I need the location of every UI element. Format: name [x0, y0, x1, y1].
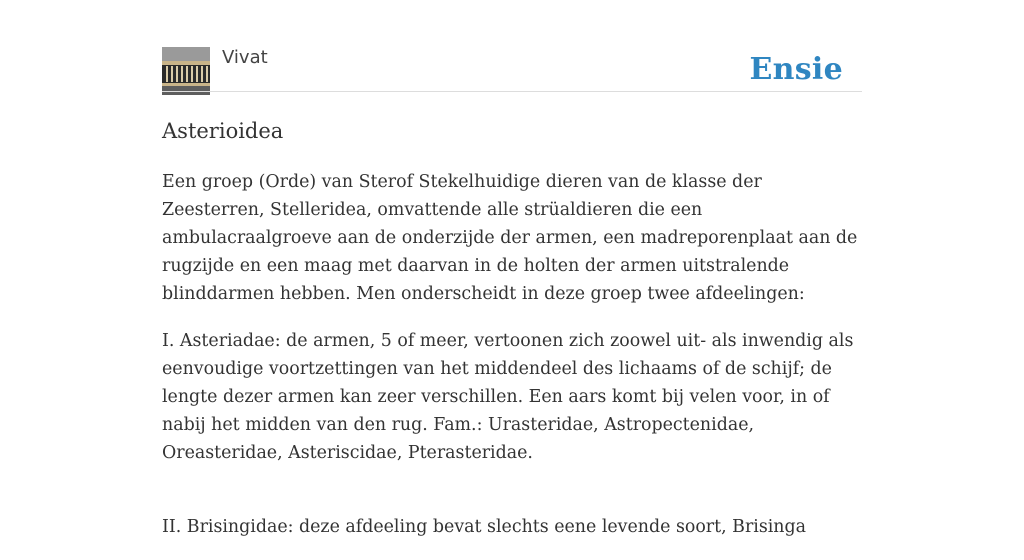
article-paragraph: Een groep (Orde) van Sterof Stekelhuidige dieren van de klasse der Zeesterren, Stelleridea, omvattende alle strüaldieren die een ambulacraalgroeve aan de onderzijde der armen, een madreporenplaat aan de rugzijde en een maag met daarvan in de holten der armen uitstralende blinddarmen hebben. Men onderscheidt in deze groep twee afdeelingen: — [162, 172, 858, 304]
article-body — [162, 168, 867, 560]
article-paragraph: II. Brisingidae: deze afdeeling bevat slechts eene levende soort, Brisinga — [162, 517, 807, 537]
ensie-logo[interactable]: Ensie — [749, 52, 843, 87]
article-paragraph: I. Asteriadae: de armen, 5 of meer, vertoonen zich zoowel uit- als inwendig als eenvoudige voortzettingen van het middendeel des lichaams of de schijf; de lengte dezer armen kan zeer verschillen. Een aars komt bij velen voor, in of nabij het midden van den rug. Fam.: Urasteridae, Astropectenidae, Oreasteridae, Asteriscidae, Pterasteridae. — [162, 331, 854, 463]
page-title: Asterioidea — [162, 119, 284, 143]
source-avatar[interactable] — [162, 47, 210, 95]
book-spines-avatar-icon — [162, 47, 210, 95]
source-name[interactable]: Vivat — [222, 47, 268, 68]
header-divider — [162, 91, 862, 92]
